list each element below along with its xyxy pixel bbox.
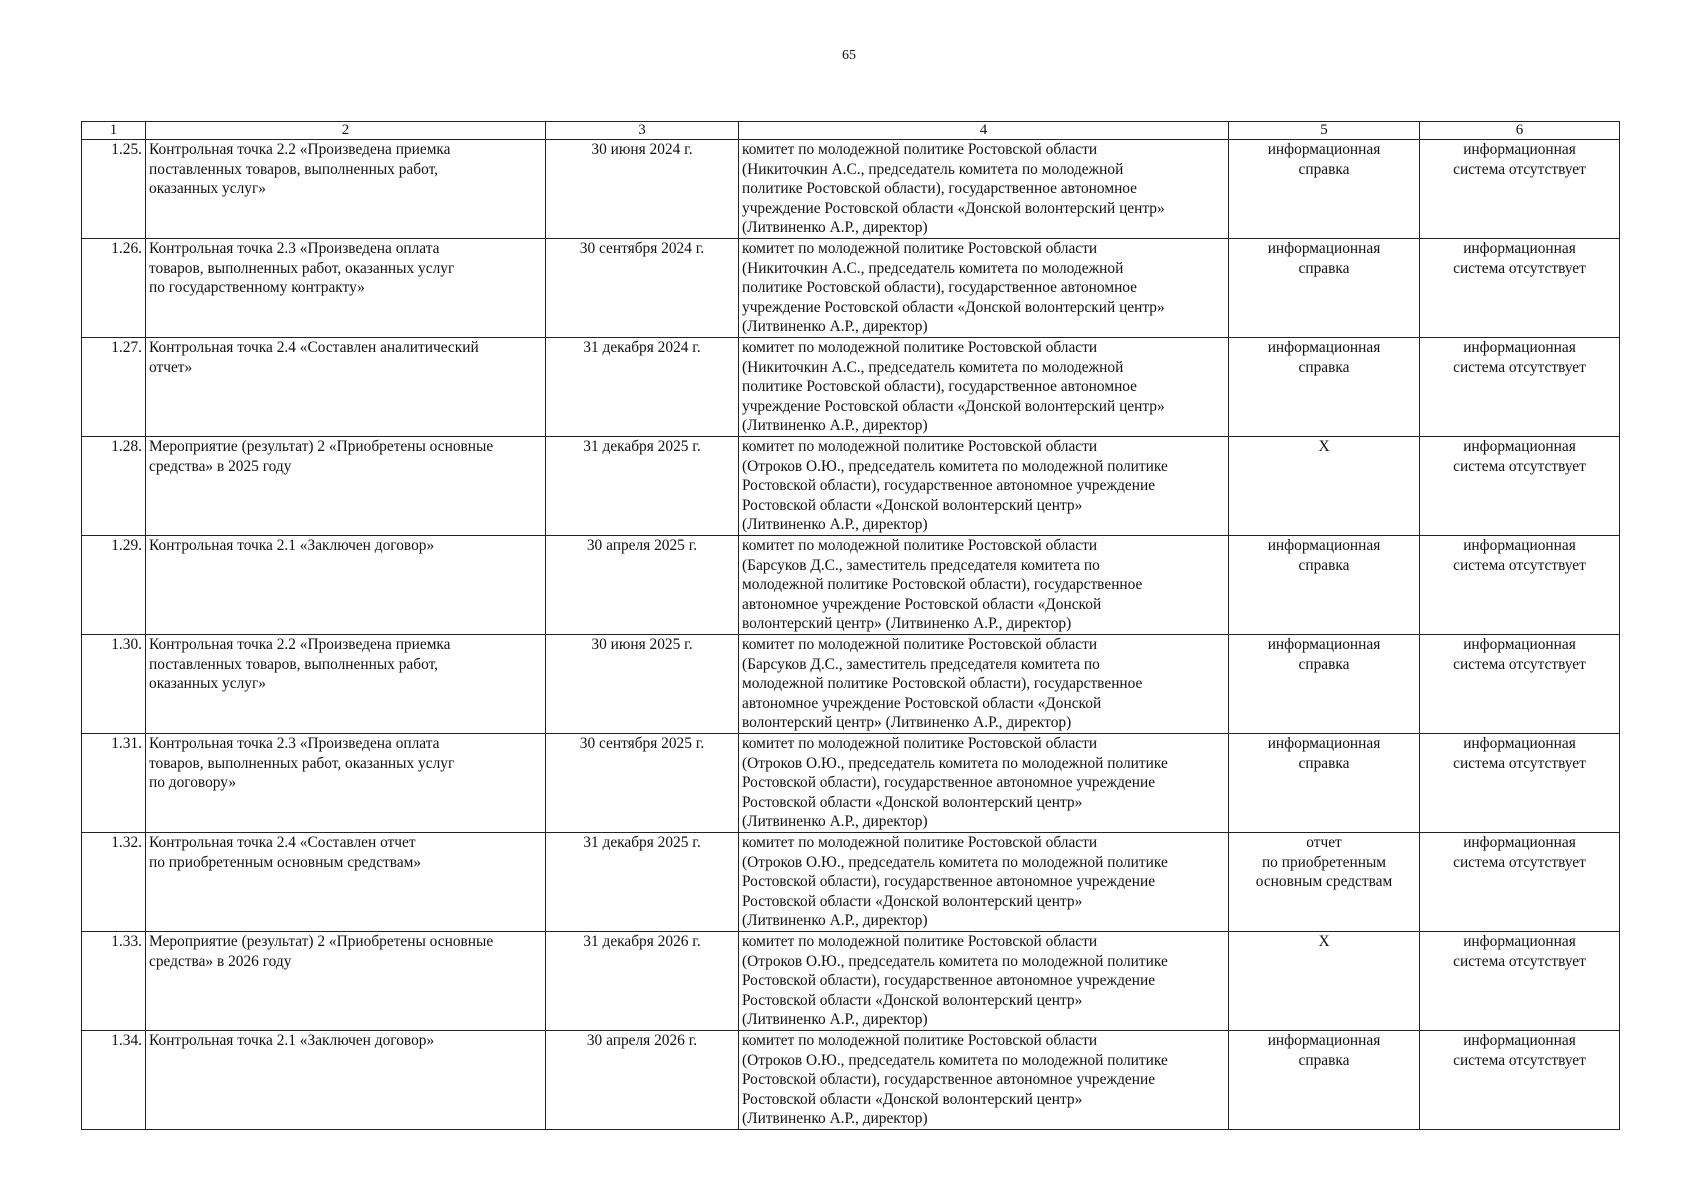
row-date: 31 декабря 2026 г. (546, 932, 739, 1031)
row-name-text: Контрольная точка 2.2 «Произведена приемка поставленных товаров, выполненных работ, оказанных услуг» (149, 636, 451, 693)
row-responsible-text: комитет по молодежной политике Ростовской области (Отроков О.Ю., председатель комитета по молодежной политике Ростовской области), государственное автономное учреждение Ростовской области «Донской волонтерский центр» (Литвиненко А.Р., директор) (742, 834, 1168, 930)
row-name (146, 437, 546, 536)
row-responsible (739, 833, 1229, 932)
row-name-text: Контрольная точка 2.3 «Произведена оплата товаров, выполненных работ, оказанных услуг по договору» (149, 735, 455, 792)
row-date: 31 декабря 2025 г. (546, 437, 739, 536)
row-system (1420, 1031, 1620, 1130)
row-number: 1.30. (82, 635, 146, 734)
row-responsible-text: комитет по молодежной политике Ростовской области (Отроков О.Ю., председатель комитета по молодежной политике Ростовской области), государственное автономное учреждение Ростовской области «Донской волонтерский центр» (Литвиненко А.Р., директор) (742, 1032, 1168, 1128)
table-row (82, 635, 1620, 734)
row-document (1229, 437, 1420, 536)
row-system-text: информационная система отсутствует (1453, 1032, 1586, 1069)
row-date: 30 сентября 2025 г. (546, 734, 739, 833)
row-document-text: информационная справка (1267, 1032, 1381, 1069)
table-row (82, 536, 1620, 635)
row-number: 1.32. (82, 833, 146, 932)
row-responsible-text: комитет по молодежной политике Ростовской области (Никиточкин А.С., председатель комитета по молодежной политике Ростовской области), государственное автономное учреждение Ростовской области «Донской волонтерский центр» (Литвиненко А.Р., директор) (742, 141, 1165, 237)
column-header: 3 (546, 122, 739, 140)
column-header: 1 (82, 122, 146, 140)
row-document-text: информационная справка (1267, 537, 1381, 574)
row-date: 31 декабря 2025 г. (546, 833, 739, 932)
table-row (82, 437, 1620, 536)
table-row (82, 1031, 1620, 1130)
row-number: 1.33. (82, 932, 146, 1031)
row-name-text: Контрольная точка 2.1 «Заключен договор» (149, 537, 435, 554)
row-responsible-text: комитет по молодежной политике Ростовской области (Барсуков Д.С., заместитель председателя комитета по молодежной политике Ростовской области), государственное автономное учреждение Ростовской области «Донской волонтерский центр» (Литвиненко А.Р., директор) (742, 537, 1143, 633)
row-document-text: информационная справка (1267, 240, 1381, 277)
row-document-text: информационная справка (1267, 339, 1381, 376)
row-system (1420, 734, 1620, 833)
row-name (146, 239, 546, 338)
row-date: 30 апреля 2025 г. (546, 536, 739, 635)
row-system-text: информационная система отсутствует (1453, 834, 1586, 871)
row-system-text: информационная система отсутствует (1453, 240, 1586, 277)
row-date: 30 апреля 2026 г. (546, 1031, 739, 1130)
row-document (1229, 932, 1420, 1031)
row-responsible-text: комитет по молодежной политике Ростовской области (Отроков О.Ю., председатель комитета по молодежной политике Ростовской области), государственное автономное учреждение Ростовской области «Донской волонтерский центр» (Литвиненко А.Р., директор) (742, 933, 1168, 1029)
row-number: 1.28. (82, 437, 146, 536)
row-document (1229, 140, 1420, 239)
row-document (1229, 239, 1420, 338)
table-row (82, 932, 1620, 1031)
column-header: 6 (1420, 122, 1620, 140)
row-document (1229, 734, 1420, 833)
row-responsible (739, 932, 1229, 1031)
row-responsible-text: комитет по молодежной политике Ростовской области (Никиточкин А.С., председатель комитета по молодежной политике Ростовской области), государственное автономное учреждение Ростовской области «Донской волонтерский центр» (Литвиненко А.Р., директор) (742, 339, 1165, 435)
table-row (82, 140, 1620, 239)
row-system (1420, 437, 1620, 536)
row-responsible (739, 734, 1229, 833)
row-name (146, 338, 546, 437)
row-number: 1.31. (82, 734, 146, 833)
column-header: 5 (1229, 122, 1420, 140)
row-number: 1.29. (82, 536, 146, 635)
row-responsible (739, 239, 1229, 338)
row-system-text: информационная система отсутствует (1453, 933, 1586, 970)
table-row (82, 833, 1620, 932)
row-number: 1.25. (82, 140, 146, 239)
row-name (146, 1031, 546, 1130)
row-responsible (739, 437, 1229, 536)
row-responsible (739, 1031, 1229, 1130)
row-system (1420, 338, 1620, 437)
page-number: 65 (842, 48, 856, 63)
row-system (1420, 833, 1620, 932)
row-document (1229, 1031, 1420, 1130)
row-document-text: информационная справка (1267, 141, 1381, 178)
row-system (1420, 932, 1620, 1031)
row-name-text: Контрольная точка 2.3 «Произведена оплата товаров, выполненных работ, оказанных услуг по государственному контракту» (149, 240, 455, 297)
row-responsible-text: комитет по молодежной политике Ростовской области (Никиточкин А.С., председатель комитета по молодежной политике Ростовской области), государственное автономное учреждение Ростовской области «Донской волонтерский центр» (Литвиненко А.Р., директор) (742, 240, 1165, 336)
row-name-text: Контрольная точка 2.4 «Составлен аналитический отчет» (149, 339, 479, 376)
header-row (82, 122, 1620, 140)
row-responsible-text: комитет по молодежной политике Ростовской области (Отроков О.Ю., председатель комитета по молодежной политике Ростовской области), государственное автономное учреждение Ростовской области «Донской волонтерский центр» (Литвиненко А.Р., директор) (742, 438, 1168, 534)
row-name-text: Контрольная точка 2.2 «Произведена приемка поставленных товаров, выполненных работ, оказанных услуг» (149, 141, 451, 198)
row-name (146, 536, 546, 635)
row-name (146, 833, 546, 932)
row-system-text: информационная система отсутствует (1453, 339, 1586, 376)
row-name-text: Мероприятие (результат) 2 «Приобретены основные средства» в 2026 году (149, 933, 494, 970)
row-responsible-text: комитет по молодежной политике Ростовской области (Отроков О.Ю., председатель комитета по молодежной политике Ростовской области), государственное автономное учреждение Ростовской области «Донской волонтерский центр» (Литвиненко А.Р., директор) (742, 735, 1168, 831)
row-responsible (739, 536, 1229, 635)
schedule-table (81, 121, 1620, 1130)
row-name-text: Контрольная точка 2.4 «Составлен отчет по приобретенным основным средствам» (149, 834, 422, 871)
row-system (1420, 140, 1620, 239)
row-number: 1.34. (82, 1031, 146, 1130)
table-row (82, 734, 1620, 833)
row-date: 30 сентября 2024 г. (546, 239, 739, 338)
row-responsible (739, 338, 1229, 437)
row-name (146, 932, 546, 1031)
row-date: 30 июня 2025 г. (546, 635, 739, 734)
row-system (1420, 239, 1620, 338)
row-document-text: X (1318, 933, 1330, 950)
row-document (1229, 536, 1420, 635)
row-system-text: информационная система отсутствует (1453, 735, 1586, 772)
column-header: 4 (739, 122, 1229, 140)
table-row (82, 239, 1620, 338)
row-name (146, 734, 546, 833)
row-responsible (739, 635, 1229, 734)
row-responsible (739, 140, 1229, 239)
row-system (1420, 635, 1620, 734)
table-row (82, 338, 1620, 437)
row-date: 30 июня 2024 г. (546, 140, 739, 239)
row-name (146, 635, 546, 734)
row-responsible-text: комитет по молодежной политике Ростовской области (Барсуков Д.С., заместитель председателя комитета по молодежной политике Ростовской области), государственное автономное учреждение Ростовской области «Донской волонтерский центр» (Литвиненко А.Р., директор) (742, 636, 1143, 732)
row-document (1229, 338, 1420, 437)
row-document (1229, 833, 1420, 932)
row-system (1420, 536, 1620, 635)
row-name-text: Мероприятие (результат) 2 «Приобретены основные средства» в 2025 году (149, 438, 494, 475)
row-date: 31 декабря 2024 г. (546, 338, 739, 437)
row-system-text: информационная система отсутствует (1453, 537, 1586, 574)
row-system-text: информационная система отсутствует (1453, 636, 1586, 673)
row-document-text: X (1318, 438, 1330, 455)
row-name-text: Контрольная точка 2.1 «Заключен договор» (149, 1032, 435, 1049)
row-document-text: информационная справка (1267, 735, 1381, 772)
row-document (1229, 635, 1420, 734)
row-system-text: информационная система отсутствует (1453, 141, 1586, 178)
row-document-text: отчет по приобретенным основным средствам (1255, 834, 1393, 891)
row-name (146, 140, 546, 239)
row-number: 1.26. (82, 239, 146, 338)
row-document-text: информационная справка (1267, 636, 1381, 673)
row-system-text: информационная система отсутствует (1453, 438, 1586, 475)
column-header: 2 (146, 122, 546, 140)
row-number: 1.27. (82, 338, 146, 437)
